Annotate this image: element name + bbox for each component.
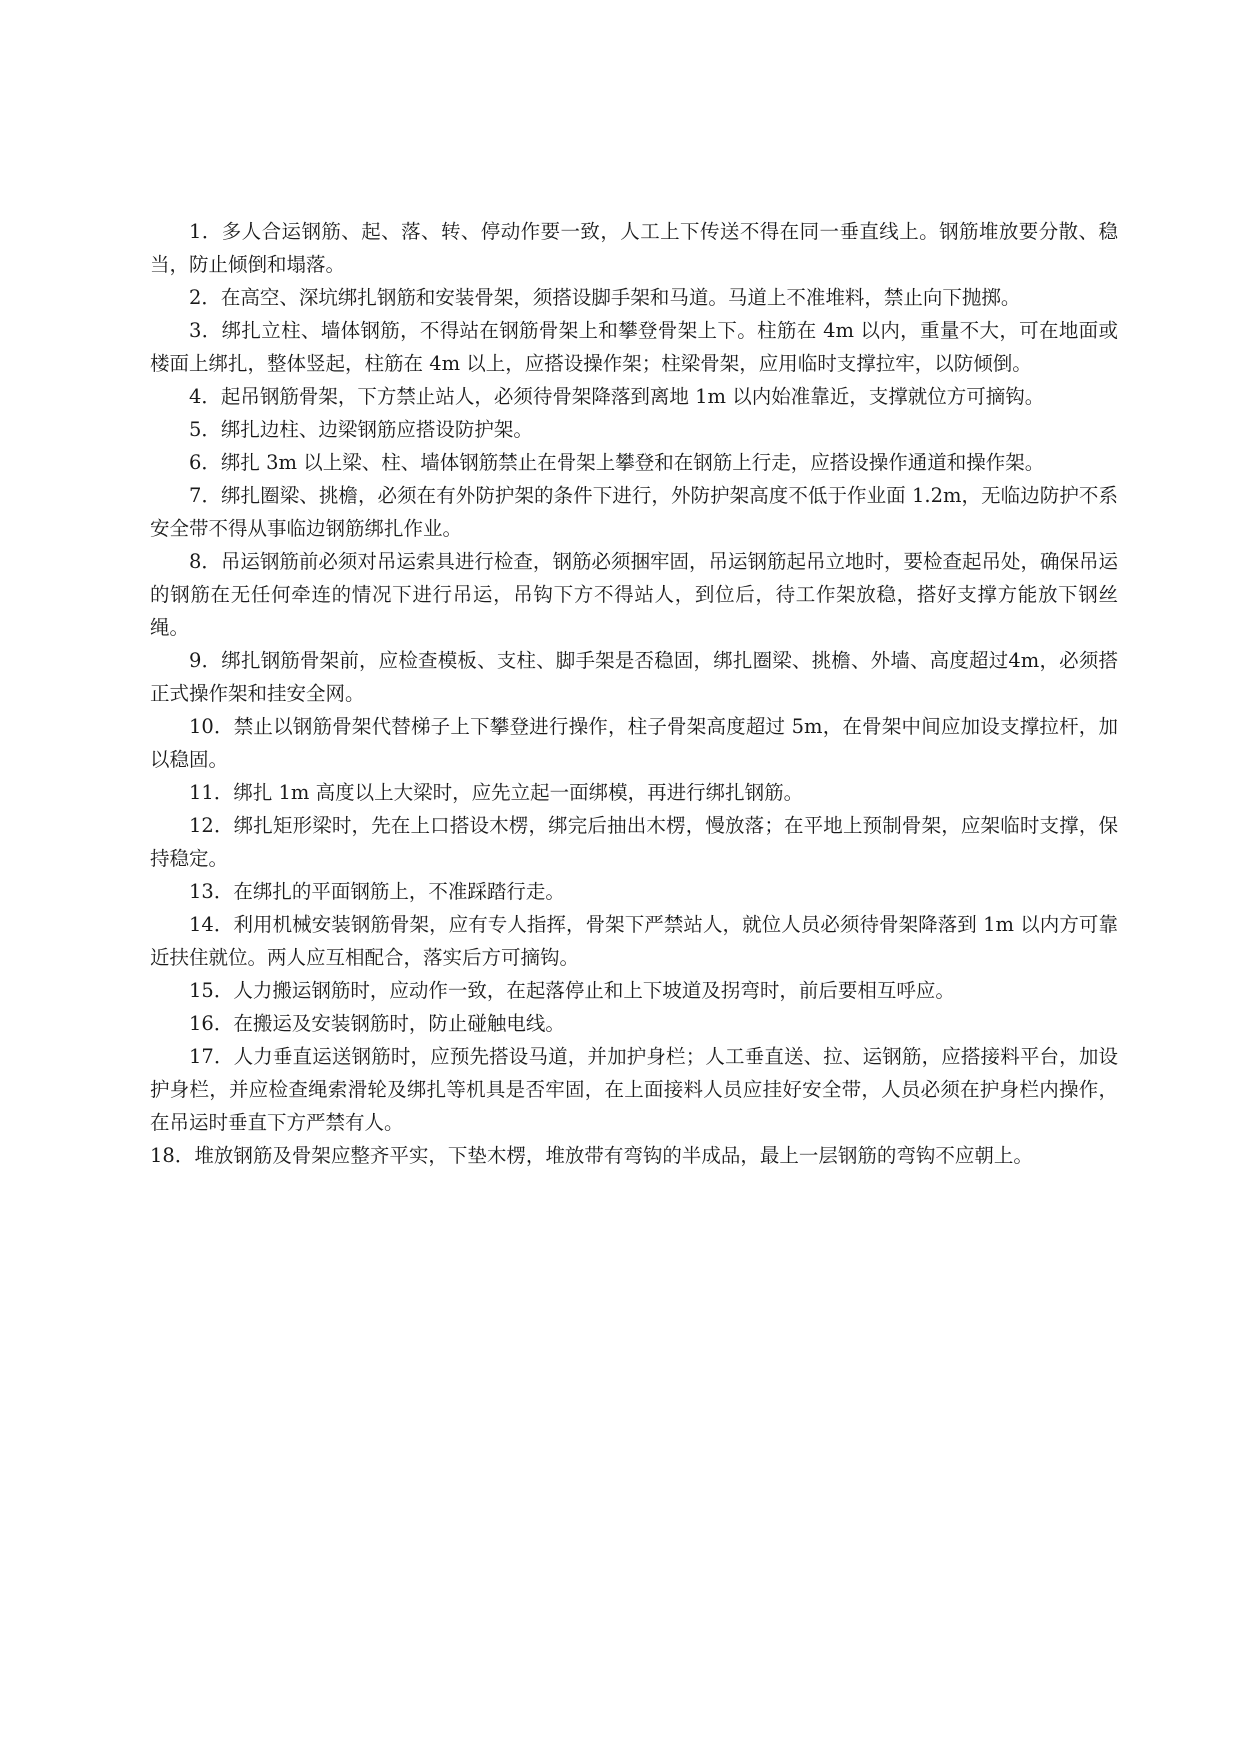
list-item: 11．绑扎 1m 高度以上大梁时，应先立起一面绑模，再进行绑扎钢筋。 (189, 781, 804, 804)
list-item: 15．人力搬运钢筋时，应动作一致，在起落停止和上下坡道及拐弯时，前后要相互呼应。 (189, 979, 955, 1002)
list-item: 6．绑扎 3m 以上梁、柱、墙体钢筋禁止在骨架上攀登和在钢筋上行走，应搭设操作通道和操作架。 (189, 451, 1045, 474)
list-item: 7．绑扎圈梁、挑檐，必须在有外防护架的条件下进行，外防护架高度不低于作业面 1.2m，无临边防护不系安全带不得从事临边钢筋绑扎作业。 (150, 484, 1118, 540)
list-item: 14．利用机械安装钢筋骨架，应有专人指挥，骨架下严禁站人，就位人员必须待骨架降落到 1m 以内方可靠近扶住就位。两人应互相配合，落实后方可摘钩。 (150, 913, 1118, 969)
list-item: 8．吊运钢筋前必须对吊运索具进行检查，钢筋必须捆牢固，吊运钢筋起吊立地时，要检查起吊处，确保吊运的钢筋在无任何牵连的情况下进行吊运，吊钩下方不得站人，到位后，待工作架放稳，搭好支撑方能放下钢丝绳。 (150, 550, 1118, 639)
list-item: 12．绑扎矩形梁时，先在上口搭设木楞，绑完后抽出木楞，慢放落；在平地上预制骨架，应架临时支撑，保持稳定。 (150, 814, 1118, 870)
list-item: 16．在搬运及安装钢筋时，防止碰触电线。 (189, 1012, 565, 1035)
list-item: 10．禁止以钢筋骨架代替梯子上下攀登进行操作，柱子骨架高度超过 5m，在骨架中间应加设支撑拉杆，加以稳固。 (150, 715, 1118, 771)
document-body (150, 215, 1118, 1172)
list-item: 3．绑扎立柱、墙体钢筋，不得站在钢筋骨架上和攀登骨架上下。柱筋在 4m 以内，重量不大，可在地面或楼面上绑扎，整体竖起，柱筋在 4m 以上，应搭设操作架；柱梁骨架，应用临时支撑拉牢，以防倾倒。 (150, 319, 1118, 375)
list-item: 9．绑扎钢筋骨架前，应检查模板、支柱、脚手架是否稳固，绑扎圈梁、挑檐、外墙、高度超过4m，必须搭正式操作架和挂安全网。 (150, 649, 1118, 705)
list-item: 1．多人合运钢筋、起、落、转、停动作要一致，人工上下传送不得在同一垂直线上。钢筋堆放要分散、稳当，防止倾倒和塌落。 (150, 220, 1118, 276)
list-item: 5．绑扎边柱、边梁钢筋应搭设防护架。 (189, 418, 533, 441)
list-item: 17．人力垂直运送钢筋时，应预先搭设马道，并加护身栏；人工垂直送、拉、运钢筋，应搭接料平台，加设护身栏，并应检查绳索滑轮及绑扎等机具是否牢固，在上面接料人员应挂好安全带，人员必须在护身栏内操作，在吊运时垂直下方严禁有人。 (150, 1045, 1118, 1134)
list-item: 4．起吊钢筋骨架，下方禁止站人，必须待骨架降落到离地 1m 以内始准靠近，支撑就位方可摘钩。 (189, 385, 1045, 408)
list-item: 18．堆放钢筋及骨架应整齐平实，下垫木楞，堆放带有弯钩的半成品，最上一层钢筋的弯钩不应朝上。 (150, 1144, 1033, 1167)
list-item: 13．在绑扎的平面钢筋上，不准踩踏行走。 (189, 880, 565, 903)
list-item: 2．在高空、深坑绑扎钢筋和安装骨架，须搭设脚手架和马道。马道上不准堆料，禁止向下抛掷。 (189, 286, 1021, 309)
